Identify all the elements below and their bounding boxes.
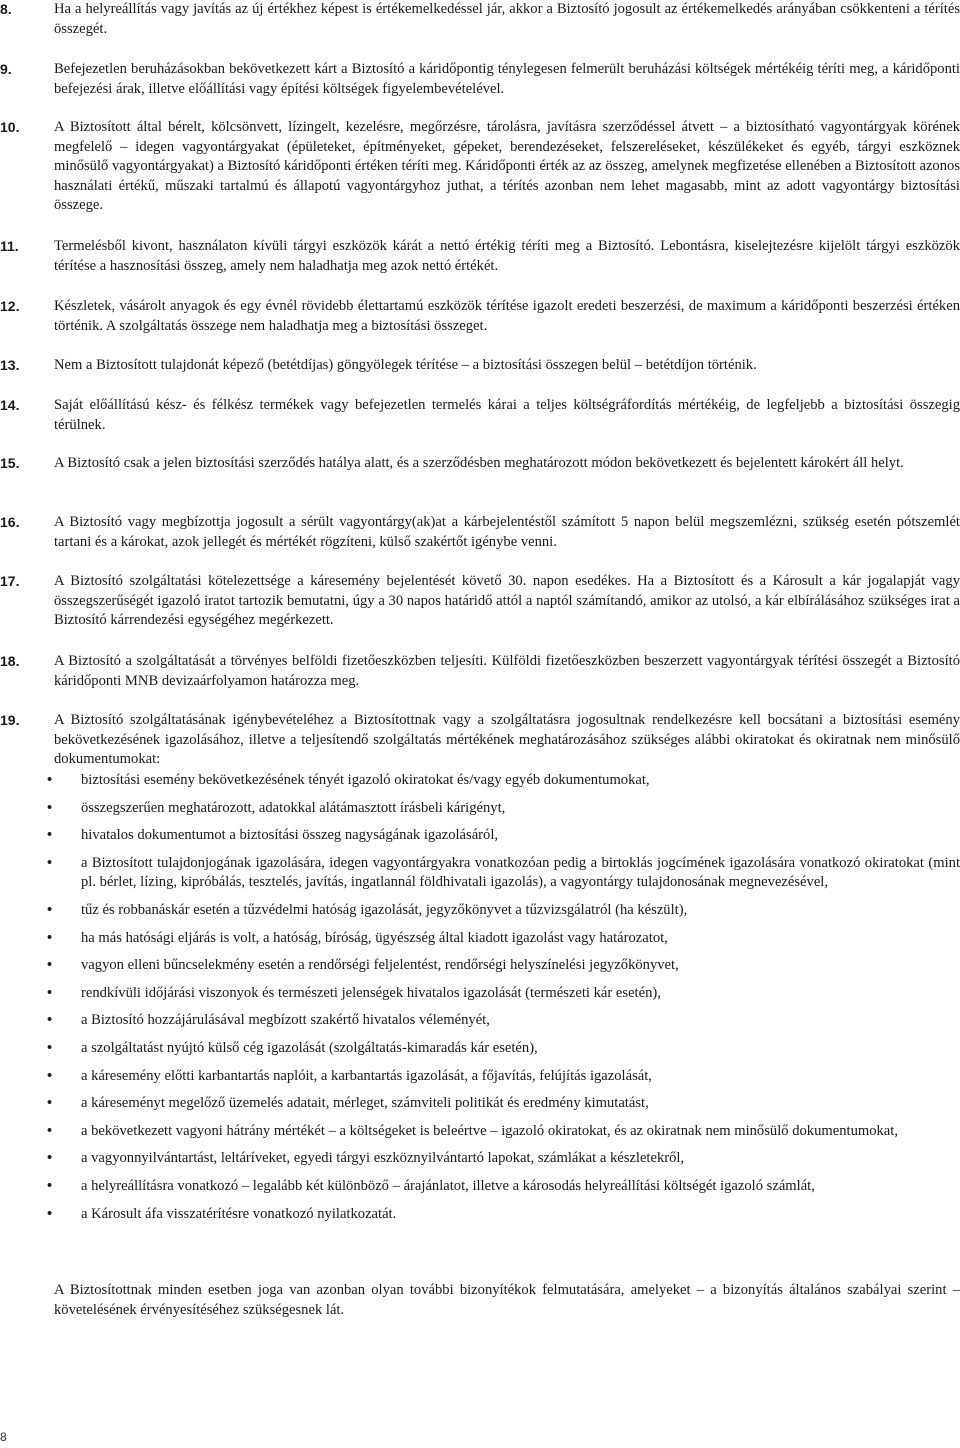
list-item: [47, 1205, 960, 1225]
clause-number: 8.: [0, 1, 12, 17]
clause-text: A Biztosító szolgáltatásának igénybevételéhez a Biztosítottnak vagy a szolgáltatásra jogosultnak rendelkezésre kell bocsátani a biztosítási esemény bekövetkezésének igazolásához, illetve a teljesítendő szolgáltatás mértékének meghatározásához szükséges alábbi okiratokat és okiratnak nem minősülő dokumentumokat:: [54, 712, 960, 768]
clause-number: 15.: [0, 455, 20, 471]
bullet-icon: •: [47, 799, 53, 816]
document-list: [0, 771, 960, 1224]
list-item-text: vagyon elleni bűncselekmény esetén a rendőrségi feljelentést, rendőrségi helyszínelési jegyzőkönyvet,: [81, 957, 679, 974]
clause-number: 17.: [0, 573, 20, 589]
required-documents-list: [47, 771, 960, 1224]
clause-number: 19.: [0, 712, 20, 728]
list-item: [47, 1149, 960, 1169]
clause-text: A Biztosító csak a jelen biztosítási szerződés hatálya alatt, és a szerződésben meghatározott módon bekövetkezett és bejelentett károkért áll helyt.: [54, 455, 904, 471]
clause-17: [0, 572, 960, 631]
list-item: [47, 1122, 960, 1142]
list-item-text: a vagyonnyilvántartást, leltáríveket, egyedi tárgyi eszköznyilvántartó lapokat, számlákat a készletekről,: [81, 1150, 685, 1167]
clause-text: A Biztosító szolgáltatási kötelezettsége a káresemény bejelentését követő 30. napon esedékes. Ha a Biztosított és a Károsult a kár jogalapját vagy összegszerűségét igazoló iratot tartozik bemutatni, úgy a 30 napos határidő attól a naptól számítandó, amikor az utolsó, a kár elbírálásához szükséges irat a Biztosító kárrendezési egységéhez megérkezett.: [54, 573, 960, 629]
bullet-icon: •: [47, 854, 53, 871]
list-item-text: a helyreállításra vonatkozó – legalább két különböző – árajánlatot, illetve a károsodás helyreállítási költségét igazoló számlát,: [81, 1177, 815, 1194]
bullet-icon: •: [47, 901, 53, 918]
clause-11: [0, 237, 960, 276]
list-item-text: a szolgáltatást nyújtó külső cég igazolását (szolgáltatás-kimaradás kár esetén),: [81, 1039, 538, 1056]
clause-text: Befejezetlen beruházásokban bekövetkezett kárt a Biztosító a káridőpontig ténylegesen felmerült beruházási költségek mértékéig téríti meg, a káridőponti befejezési árak, illetve előállítási vagy építési költségek figyelembevételével.: [54, 61, 960, 97]
bullet-icon: •: [47, 827, 53, 844]
clause-19: [0, 711, 960, 770]
clause-text: A Biztosító a szolgáltatását a törvényes belföldi fizetőeszközben teljesíti. Külföldi fizetőeszközben beszerzett vagyontárgyak térítési összegét a Biztosító káridőponti MNB devizaárfolyamon határozza meg.: [54, 653, 960, 689]
clause-13: [0, 356, 960, 376]
list-item-text: ha más hatósági eljárás is volt, a hatóság, bíróság, ügyészség által kiadott igazolást vagy határozatot,: [81, 929, 668, 946]
clause-9: [0, 60, 960, 99]
list-item-text: biztosítási esemény bekövetkezésének tényét igazoló okiratokat és/vagy egyéb dokumentumokat,: [81, 772, 650, 788]
clause-number: 14.: [0, 397, 20, 413]
clause-number: 9.: [0, 61, 12, 77]
page-number: 8: [0, 1430, 7, 1444]
bullet-icon: •: [47, 1039, 53, 1056]
clause-text: A Biztosító vagy megbízottja jogosult a sérült vagyontárgy(ak)at a kárbejelentéstől számított 5 napon belül megszemlézni, szükség esetén pótszemlét tartani és a károkat, azok jellegét és mértékét rögzíteni, külső szakértőt igénybe venni.: [54, 514, 960, 550]
list-item: [47, 826, 960, 846]
closing-paragraph: [0, 1281, 960, 1320]
list-item: [47, 929, 960, 949]
clause-18: [0, 652, 960, 691]
clause-number: 13.: [0, 357, 20, 373]
clause-10: [0, 118, 960, 216]
clause-8: [0, 0, 960, 39]
bullet-icon: •: [47, 1205, 53, 1222]
clause-number: 10.: [0, 119, 20, 135]
list-item-text: összegszerűen meghatározott, adatokkal alátámasztott írásbeli kárigényt,: [81, 799, 506, 816]
list-item: [47, 1177, 960, 1197]
bullet-icon: •: [47, 1177, 53, 1194]
clause-15: [0, 454, 960, 474]
closing-text: A Biztosítottnak minden esetben joga van azonban olyan további bizonyítékok felmutatására, amelyeket – a bizonyítás általános szabályai szerint – követelésének érvényesítéséhez szükségesnek lát.: [54, 1282, 960, 1318]
list-item: [47, 984, 960, 1004]
list-item-text: a Biztosító hozzájárulásával megbízott szakértő hivatalos véleményét,: [81, 1012, 490, 1029]
clause-text: Termelésből kivont, használaton kívüli tárgyi eszközök kárát a nettó értékig téríti meg a Biztosító. Lebontásra, kiselejtezésre kijelölt tárgyi eszközök térítése a hasznosítási összeg, amely nem haladhatja meg azok nettó értékét.: [54, 238, 960, 274]
list-item-text: a Károsult áfa visszatérítésre vonatkozó nyilatkozatát.: [81, 1205, 397, 1222]
list-item-text: rendkívüli időjárási viszonyok és természeti jelenségek hivatalos igazolását (természeti kár esetén),: [81, 984, 661, 1001]
bullet-icon: •: [47, 984, 53, 1001]
clause-number: 16.: [0, 514, 20, 530]
clause-12: [0, 297, 960, 336]
clause-16: [0, 513, 960, 552]
list-item: [47, 956, 960, 976]
bullet-icon: •: [47, 1067, 53, 1084]
list-item: [47, 771, 960, 791]
clause-text: Készletek, vásárolt anyagok és egy évnél rövidebb élettartamú eszközök térítése igazolt eredeti beszerzési, de maximum a káridőponti beszerzési értéken történik. A szolgáltatás összege nem haladhatja meg a biztosítási összeget.: [54, 298, 960, 334]
list-item-text: a káreseményt megelőző üzemelés adatait, mérleget, számviteli politikát és eredmény kimutatást,: [81, 1095, 649, 1112]
list-item: [47, 901, 960, 921]
list-item: [47, 1039, 960, 1059]
list-item-text: a bekövetkezett vagyoni hátrány mértékét – a költségeket is beleértve – igazoló okiratokat, és az okiratnak nem minősülő dokumentumokat,: [81, 1122, 898, 1139]
clause-text: Ha a helyreállítás vagy javítás az új értékhez képest is értékemelkedéssel jár, akkor a Biztosító jogosult az értékemelkedés arányában csökkenteni a térítés összegét.: [54, 1, 960, 37]
bullet-icon: •: [47, 957, 53, 974]
bullet-icon: •: [47, 929, 53, 946]
bullet-icon: •: [47, 1150, 53, 1167]
bullet-icon: •: [47, 1095, 53, 1112]
list-item-text: tűz és robbanáskár esetén a tűzvédelmi hatóság igazolását, jegyzőkönyvet a tűzvizsgálatról (ha készült),: [81, 901, 688, 918]
clause-number: 12.: [0, 298, 20, 314]
list-item-text: a káresemény előtti karbantartás naplóit, a karbantartás igazolását, a főjavítás, felújítás igazolását,: [81, 1067, 652, 1084]
list-item: [47, 799, 960, 819]
list-item: [47, 1067, 960, 1087]
bullet-icon: •: [47, 772, 53, 788]
list-item: [47, 1094, 960, 1114]
clause-text: Saját előállítású kész- és félkész termékek vagy befejezetlen termelés kárai a teljes költségráfordítás mértékéig, de legfeljebb a biztosítási összegig térülnek.: [54, 397, 960, 433]
bullet-icon: •: [47, 1122, 53, 1139]
clause-number: 18.: [0, 653, 20, 669]
list-item: [47, 854, 960, 893]
clause-14: [0, 396, 960, 435]
bullet-icon: •: [47, 1012, 53, 1029]
list-item-text: hivatalos dokumentumot a biztosítási összeg nagyságának igazolásáról,: [81, 827, 499, 844]
clause-text: A Biztosított által bérelt, kölcsönvett, lízingelt, kezelésre, megőrzésre, tárolásra, javításra szerződéssel átvett – a biztosítható vagyontárgyak körének megfelelő – idegen vagyontárgyakat (épületeket, építményeket, gépeket, berendezéseket, felszereléseket, készülékeket és egyéb, tárgyi eszköznek minősülő vagyontárgyakat) a Biztosító káridőponti értéken téríti meg. Káridőponti érték az az összeg, amelynek megfizetése ellenében a Biztosított azonos használati értékű, műszaki tartalmú és állapotú vagyontárgyhoz juthat, a térítés azonban nem lehet magasabb, mint az adott vagyontárgy biztosítási összege.: [54, 119, 960, 214]
clause-text: Nem a Biztosított tulajdonát képező (betétdíjas) göngyölegek térítése – a biztosítási összegen belül – betétdíjon történik.: [54, 357, 757, 373]
list-item: [47, 1011, 960, 1031]
list-item-text: a Biztosított tulajdonjogának igazolására, idegen vagyontárgyakra vonatkozóan pedig a birtoklás jogcímének igazolására vonatkozó okiratokat (mint pl. bérlet, lízing, kipróbálás, tesztelés, javítás, ingatlannál földhivatali igazolás), a vagyontárgy tulajdonosának megnevezésével,: [81, 854, 960, 891]
clause-number: 11.: [0, 238, 19, 254]
